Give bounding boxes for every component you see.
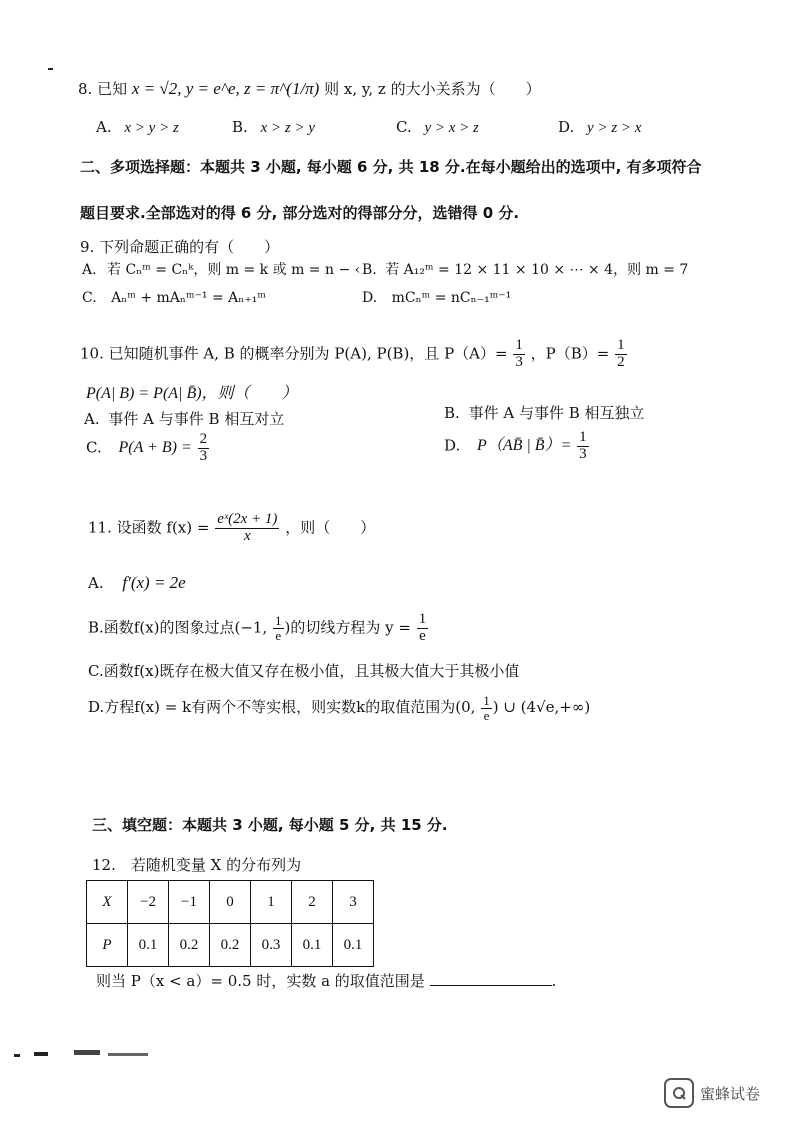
q11-option-b-pden: e <box>275 627 282 643</box>
q8-option-a <box>96 118 179 138</box>
q9-option-a-label: A. <box>82 262 97 278</box>
q10-option-d-text: P（AB̄ | B̄）= <box>477 437 572 455</box>
q8-stem-prefix: 8. 已知 <box>78 80 128 98</box>
q10-pb-num: 1 <box>617 337 625 353</box>
q11-option-b-label: B. <box>88 618 104 637</box>
table-cell: 1 <box>251 881 292 924</box>
table-cell: −2 <box>128 881 169 924</box>
scan-speck <box>108 1053 148 1056</box>
q12-tail <box>96 972 556 991</box>
section2-line1: 二、多项选择题：本题共 3 小题, 每小题 6 分, 共 18 分.在每小题给出的选项中, 有多项符合 <box>80 158 702 176</box>
q11-option-d-num: 1 <box>483 693 490 708</box>
q12-tail-suffix: . <box>551 972 557 990</box>
q12-tail-prefix: 则当 P（x < a）= 0.5 时，实数 a 的取值范围是 <box>96 972 425 990</box>
q10-option-b-text: 事件 A 与事件 B 相互独立 <box>468 404 645 422</box>
q8-stem-suffix: 则 x, y, z 的大小关系为（ ） <box>324 80 541 98</box>
table-cell: P <box>87 924 128 967</box>
q10-pb-fraction <box>615 338 627 371</box>
q8-option-a-label: A. <box>96 118 112 136</box>
q10-option-d-fraction <box>577 430 589 463</box>
q8-option-d-label: D. <box>558 118 575 136</box>
table-row <box>87 881 374 924</box>
q8-option-b <box>232 118 315 138</box>
table-cell: 0.3 <box>251 924 292 967</box>
q10-pa-den: 3 <box>515 353 523 370</box>
q10-stem <box>80 338 628 371</box>
table-cell: 0.1 <box>292 924 333 967</box>
q11-option-b-prefix: 函数f(x)的图象过点(−1, <box>103 618 268 637</box>
q10-pa-fraction <box>513 338 525 371</box>
q12-distribution-table <box>86 880 374 967</box>
q11-stem <box>88 512 375 545</box>
q9-stem: 9. 下列命题正确的有（ ） <box>80 238 280 256</box>
q11-option-b-den: e <box>419 627 426 644</box>
q9-option-a-text: 若 Cₙᵐ = Cₙᵏ，则 m = k 或 m = n − ‹ <box>107 262 361 278</box>
q10-option-c <box>86 432 210 465</box>
q10-option-a-label: A. <box>84 410 100 428</box>
q9-option-d-label: D. <box>362 290 378 306</box>
q9-option-b-label: B. <box>362 262 377 278</box>
q11-option-d-den: e <box>483 707 490 723</box>
q8-option-c <box>396 118 479 138</box>
q9-option-c-label: C. <box>82 290 97 306</box>
q10-stem-text: 10. 已知随机事件 A, B 的概率分别为 P(A), P(B)，且 P（A）= <box>80 344 508 363</box>
q9-option-d-text: mCₙᵐ = nCₙ₋₁ᵐ⁻¹ <box>391 290 512 306</box>
q11-stem-prefix: 11. 设函数 f(x) = <box>88 518 210 537</box>
q11-option-b-num: 1 <box>418 611 427 627</box>
scan-speck <box>48 68 53 70</box>
q8-option-a-text: x > y > z <box>124 120 179 136</box>
q9-option-b-text: 若 A₁₂ᵐ = 12 × 11 × 10 × ⋯ × 4，则 m = 7 <box>385 262 689 278</box>
q11-option-b-fraction <box>417 612 429 645</box>
section2-line2: 题目要求.全部选对的得 6 分, 部分选对的得部分分，选错得 0 分. <box>80 204 520 222</box>
q11-function-fraction <box>215 512 279 545</box>
table-cell: 3 <box>333 881 374 924</box>
table-cell: 0 <box>210 881 251 924</box>
q10-pb-text: ，P（B）= <box>530 344 610 363</box>
q8-stem <box>78 78 541 99</box>
q10-option-d-num: 1 <box>579 429 587 445</box>
bee-logo-icon <box>664 1078 694 1108</box>
table-cell: 0.1 <box>333 924 374 967</box>
bee-logo-glyph <box>671 1085 687 1101</box>
table-cell: 0.1 <box>128 924 169 967</box>
watermark <box>664 1078 760 1108</box>
q12-answer-blank[interactable] <box>430 984 552 986</box>
table-cell: X <box>87 881 128 924</box>
q9-option-b <box>362 262 688 280</box>
q11-option-d-label: D. <box>88 698 105 717</box>
q11-option-d-fraction <box>481 694 492 722</box>
q11-option-a <box>88 572 186 593</box>
q11-option-a-text: f′(x) = 2e <box>122 573 186 592</box>
q10-option-d <box>444 430 590 463</box>
q10-option-b-label: B. <box>444 404 460 422</box>
q10-option-c-num: 2 <box>199 431 208 447</box>
q10-option-b <box>444 404 645 423</box>
q10-line2: P(A| B) = P(A| B̄)，则（ ） <box>86 385 298 402</box>
scan-speck <box>14 1054 20 1057</box>
q8-option-c-label: C. <box>396 118 412 136</box>
q8-option-b-label: B. <box>232 118 248 136</box>
q8-option-c-text: y > x > z <box>424 120 479 136</box>
q10-option-a <box>84 410 284 429</box>
q10-option-c-label: C. <box>86 438 102 457</box>
q10-pa-num: 1 <box>515 337 523 353</box>
q11-stem-suffix: ，则（ ） <box>285 518 376 537</box>
q9-option-d <box>362 290 511 308</box>
q10-option-d-den: 3 <box>579 445 587 462</box>
q10-option-a-text: 事件 A 与事件 B 相互对立 <box>108 410 285 428</box>
q11-option-c-label: C. <box>88 662 104 680</box>
q10-option-c-den: 3 <box>199 447 208 464</box>
q10-option-d-label: D. <box>444 436 461 455</box>
q11-option-c <box>88 662 519 681</box>
scan-speck <box>34 1052 48 1056</box>
q8-stem-math: x = √2, y = e^e, z = π^(1/π) <box>131 79 320 98</box>
q8-option-d-text: y > z > x <box>587 120 642 136</box>
q11-option-d-suffix: ) ∪ (4√e,+∞) <box>492 698 591 717</box>
table-cell: −1 <box>169 881 210 924</box>
q8-option-b-text: x > z > y <box>260 120 315 136</box>
q11-option-b <box>88 612 429 645</box>
q11-option-d <box>88 694 590 722</box>
q11-function-num: eˣ(2x + 1) <box>217 511 278 527</box>
watermark-text: 蜜蜂试卷 <box>700 1084 761 1103</box>
q11-option-b-point-fraction <box>273 614 284 642</box>
q8-option-d <box>558 118 641 138</box>
q11-option-b-pnum: 1 <box>275 613 282 629</box>
q11-option-d-prefix: 方程f(x) = k有两个不等实根，则实数k的取值范围为(0, <box>104 698 476 717</box>
q9-option-c-text: Aₙᵐ + mAₙᵐ⁻¹ = Aₙ₊₁ᵐ <box>111 290 266 306</box>
q11-function-den: x <box>243 527 251 544</box>
q11-option-a-label: A. <box>88 574 104 592</box>
scan-speck <box>74 1050 100 1055</box>
q11-option-b-mid: )的切线方程为 y = <box>284 618 411 637</box>
section3-title: 三、填空题：本题共 3 小题, 每小题 5 分, 共 15 分. <box>92 816 448 834</box>
table-cell: 2 <box>292 881 333 924</box>
q10-option-c-fraction <box>198 432 210 465</box>
q9-option-a <box>82 262 360 280</box>
q10-option-c-text: P(A + B) = <box>118 439 192 457</box>
table-cell: 0.2 <box>169 924 210 967</box>
q10-pb-den: 2 <box>617 353 625 370</box>
q12-stem: 12. 若随机变量 X 的分布列为 <box>92 856 302 874</box>
q11-option-c-text: 函数f(x)既存在极大值又存在极小值，且其极大值大于其极小值 <box>103 662 520 680</box>
table-row <box>87 924 374 967</box>
table-cell: 0.2 <box>210 924 251 967</box>
q9-option-c <box>82 290 266 308</box>
